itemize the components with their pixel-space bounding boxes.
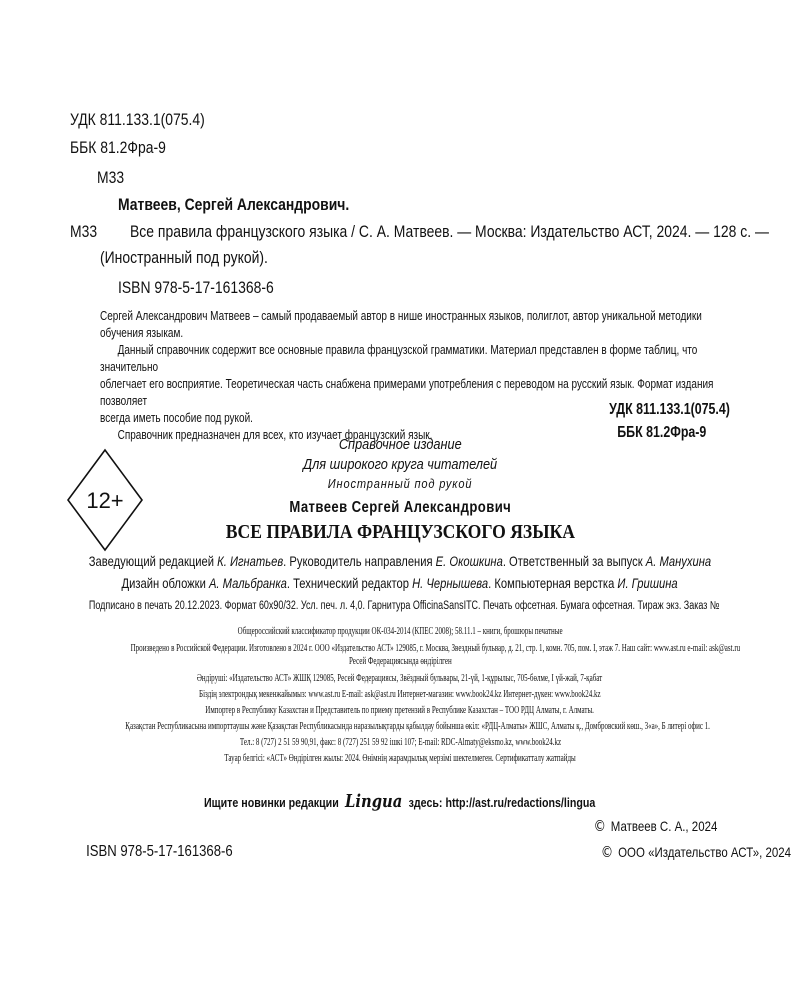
- author-heading: Матвеев, Сергей Александрович.: [118, 195, 350, 214]
- lingua-link[interactable]: здесь: http://ast.ru/redactions/lingua: [408, 795, 596, 810]
- edition-type: Справочное издание: [338, 436, 462, 453]
- series-name: Иностранный под рукой: [327, 476, 473, 491]
- legal-line-5: Импортер в Республику Казахстан и Представитель по приему претензий в Республике Казахстан – ТОО РДЦ Алматы, г. Алматы.: [205, 705, 595, 716]
- lingua-logo: Lingua: [345, 791, 403, 812]
- annotation-p1: Сергей Александрович Матвеев – самый продаваемый автор в нише иностранных языков, полиглот, автор уникальной методики обучения языкам.: [100, 309, 702, 340]
- age-rating-text: 12+: [86, 488, 124, 513]
- legal-line-4: Біздің электрондық мекенжайымыз: www.ast.ru E-mail: ask@ast.ru Интернет-магазин: www.book24.kz Интернет-дүкен: www.book24.kz: [199, 689, 601, 700]
- isbn-bottom: ISBN 978-5-17-161368-6: [86, 843, 233, 860]
- print-signed-line: Подписано в печать 20.12.2023. Формат 60х90/32. Усл. печ. л. 4,0. Гарнитура OfficinaSansITC. Печать офсетная. Бумага офсетная. Тираж экз. Заказ №: [88, 600, 720, 612]
- bbk-code: ББК 81.2Фра-9: [70, 138, 166, 157]
- legal-line-sub: Ресей Федерациясында өндірілген: [348, 656, 452, 667]
- audience: Для широкого круга читателей: [302, 456, 498, 473]
- author-mark: М33: [97, 168, 125, 187]
- legal-line-8: Тауар белгісі: «АСТ» Өндірілген жылы: 2024. Өнімнің жарамдылық мерзімі шектелмеген. Сертификатталу жатпайды: [224, 753, 576, 764]
- lingua-before: Ищите новинки редакции: [204, 795, 340, 810]
- lingua-promo: [0, 791, 800, 812]
- legal-line-7: Тел.: 8 (727) 2 51 59 90,91, факс: 8 (727) 251 59 92 ішкі 107; E-mail: RDC-Almaty@eksmo.kz, www.book24.kz: [239, 737, 561, 748]
- legal-line-6: Қазақстан Республикасына импорттаушы және Қазақстан Республикасында наразылықтарды қабылдау бойынша өкіл: «РДЦ-Алматы» ЖШС, Алматы қ., Домбровский көш., 3«а», Б литері офис 1.: [125, 721, 710, 732]
- staff-line-1: Заведующий редакцией К. Игнатьев. Руководитель направления Е. Окошкина. Ответственный за выпуск А. Манухина: [88, 553, 712, 569]
- legal-line-1: Общероссийский классификатор продукции ОК-034-2014 (КПЕС 2008); 58.11.1 – книги, брошюры печатные: [237, 626, 563, 637]
- legal-line-2: Произведено в Российской Федерации. Изготовлено в 2024 г. ООО «Издательство АСТ» 129085, г. Москва, Звездный бульвар, д. 21, стр. 1, комн. 705, пом. I, этаж 7. Наш сайт: www.ast.ru e-mail: ask@ast.ru: [130, 643, 741, 654]
- copyright-icon: ©: [600, 843, 614, 861]
- bbk-code-right: ББК 81.2Фра-9: [616, 424, 706, 441]
- udk-code-right: УДК 811.133.1(075.4): [609, 401, 730, 418]
- isbn-top: ISBN 978-5-17-161368-6: [118, 278, 274, 297]
- annotation-p2a: Данный справочник содержит все основные правила французской грамматики. Материал представлен в форме таблиц, что значительно: [100, 343, 698, 374]
- legal-line-3: Әндіруші: «Издательство АСТ» ЖШҚ 129085, Ресей Федерациясы, Звёздный бульвары, 21-үй, 1-құрылыс, 705-бөлме, I үй-жай, 7-қабат: [197, 673, 603, 684]
- book-title: ВСЕ ПРАВИЛА ФРАНЦУЗСКОГО ЯЗЫКА: [225, 521, 575, 543]
- series-note: (Иностранный под рукой).: [100, 248, 268, 267]
- shelf-mark: М33: [70, 222, 98, 241]
- copyright-icon: ©: [593, 817, 606, 835]
- imprint-author: Матвеев Сергей Александрович: [289, 499, 511, 516]
- annotation-p3: Справочник предназначен для всех, кто изучает французский язык.: [117, 428, 433, 442]
- annotation-p2c: всегда иметь пособие под рукой.: [100, 411, 253, 425]
- copyright-publisher: © ООО «Издательство АСТ», 2024: [600, 843, 792, 861]
- annotation-p2b: облегчает его восприятие. Теоретическая часть снабжена примерами употребления с переводом на русский язык. Формат издания позволяет: [100, 377, 714, 408]
- copyright-author: © Матвеев С. А., 2024: [593, 817, 718, 835]
- bibliographic-description: Все правила французского языка / С. А. Матвеев. — Москва: Издательство АСТ, 2024. — 128 с. —: [130, 222, 769, 241]
- staff-line-2: Дизайн обложки А. Мальбранка. Технический редактор Н. Чернышева. Компьютерная верстка И. Гришина: [121, 575, 679, 591]
- udk-code: УДК 811.133.1(075.4): [70, 110, 205, 129]
